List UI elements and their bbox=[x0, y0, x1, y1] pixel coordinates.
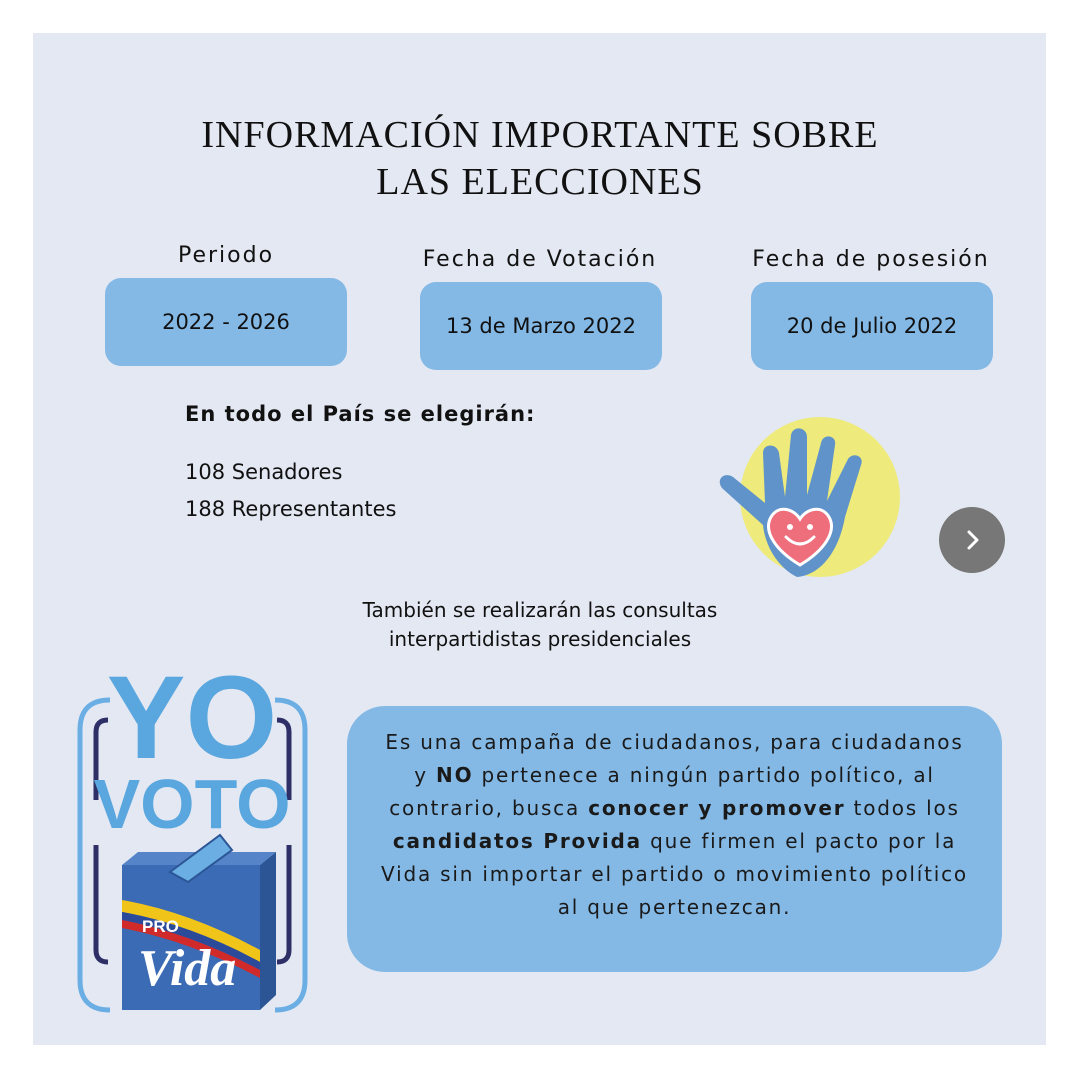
periodo-value: 2022 - 2026 bbox=[105, 278, 347, 366]
country-heading: En todo el País se elegirán: bbox=[185, 402, 536, 426]
title-line-1: INFORMACIÓN IMPORTANTE SOBRE bbox=[201, 114, 879, 156]
representantes-item: 188 Representantes bbox=[185, 497, 397, 521]
fecha-votacion-label: Fecha de Votación bbox=[422, 247, 658, 272]
fecha-votacion-value: 13 de Marzo 2022 bbox=[420, 282, 662, 370]
campaign-info-box bbox=[347, 706, 1002, 972]
senadores-item: 108 Senadores bbox=[185, 460, 343, 484]
voto-text: VOTO bbox=[93, 765, 291, 843]
yo-voto-provida-logo bbox=[70, 650, 315, 1020]
fecha-posesion-label: Fecha de posesión bbox=[752, 247, 990, 272]
yo-text: YO bbox=[106, 652, 278, 784]
fecha-posesion-value: 20 de Julio 2022 bbox=[751, 282, 993, 370]
title-line-2: LAS ELECCIONES bbox=[376, 161, 704, 203]
chevron-right-icon bbox=[959, 527, 985, 553]
provida-hand-logo bbox=[705, 405, 900, 585]
campaign-description: Es una campaña de ciudadanos, para ciudadanos y NO pertenece a ningún partido político, al contrario, busca conocer y promover todos los candidatos Provida que firmen el pacto por la Vida sin importar el partido o movimiento político al que pertenezcan. bbox=[381, 730, 968, 919]
periodo-label: Periodo bbox=[177, 243, 275, 268]
vida-text: Vida bbox=[138, 940, 237, 997]
consultas-line-1: También se realizarán las consultas bbox=[362, 598, 718, 622]
pro-text: PRO bbox=[142, 917, 179, 936]
consultas-line-2: interpartidistas presidenciales bbox=[388, 627, 692, 651]
next-button[interactable] bbox=[939, 507, 1005, 573]
